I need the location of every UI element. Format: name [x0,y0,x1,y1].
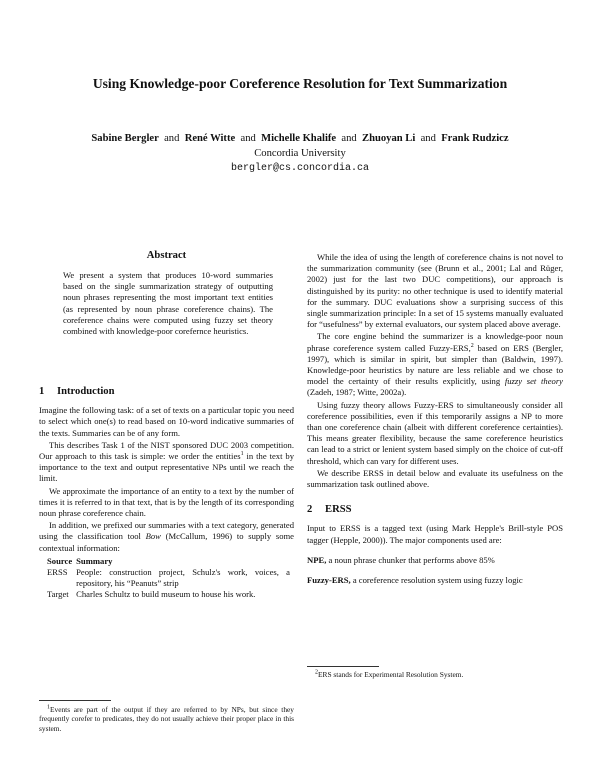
footnote-1: $^1$Events are part of the output if they are referred to by NPs, but since they frequently corefer to predicates, they do not usually achieve their proper place in this system. [39,704,294,733]
table-cell-source: ERSS [47,567,68,578]
paragraph: This describes Task 1 of the NIST sponsored DUC 2003 competition. Our approach to this task is simple: we order the entities$^1$ in the text by importance to the text and output representative NPs until we reach the limit. [39,439,294,484]
section-title: Introduction [57,386,115,397]
author-separator: and [420,133,436,144]
section-heading [39,386,294,397]
example-table [47,556,294,601]
paragraph: Using fuzzy theory allows Fuzzy-ERS to simultaneously consider all coreference possibilities, even if this temporarily assigns a NP to more than one coreference chain (albeit with different coreference certainties). This means greater flexibility, because the same coreference heuristics can lead to a strict or lenient system based simply on the choice of cut-off threshold, which can vary for different uses. [307,399,563,466]
footnote-rule [39,700,111,701]
contact-email: bergler@cs.concordia.ca [230,163,370,174]
abstract-heading: Abstract [146,250,187,261]
table-row [47,589,294,600]
author-list [0,133,600,144]
author-name: Michelle Khalife [261,133,337,144]
table-cell-source: Target [47,589,69,600]
right-column [307,252,563,586]
definition-item: Fuzzy-ERS, a coreference resolution system using fuzzy logic [307,575,523,586]
affiliation: Concordia University [254,148,346,159]
section-title: ERSS [325,504,352,516]
abstract-text: We present a system that produces 10-word summaries based on the single summarization strategy of outputting noun phrases representing the most important text entities (as represented by noun phrase coreference chains). The coreference chains were computed using fuzzy set theory combined with knowledge-poor corefernce heuristics. [63,270,273,337]
footnote-2: $^2$ERS stands for Experimental Resolution System. [315,669,464,679]
table-header-row [47,556,294,567]
paragraph: Imagine the following task: of a set of texts on a particular topic you need to select which one(s) to read based on 10-word indicative summaries of the texts. Summaries can be of any form. [39,405,294,438]
author-name: René Witte [184,133,236,144]
paragraph: We describe ERSS in detail below and evaluate its usefulness on the summarization task outlined above. [307,467,563,490]
section-number: 2 [307,504,313,516]
paragraph: While the idea of using the length of coreference chains is not novel to the summarization community (see (Brunn et al., 2001; Lal and Rüger, 2002) just for the last two DUC competitions), our approach is distinguished by its purity: no other technique is used to identify material for the summary. DUC evaluations show a surprising success of this single summarization principle: In a set of 15 systems manually evaluated for “usefulness” by external evaluators, our system placed above average. [307,252,563,330]
paragraph: We approximate the importance of an entity to a text by the number of times it is referred to in that text, that is by the length of its corresponding noun phrase coreference chain. [39,485,294,519]
table-row [47,567,294,589]
author-name: Frank Rudzicz [441,133,509,144]
footnote-marker: 1 [240,451,244,458]
paragraph: Input to ERSS is a tagged text (using Mark Hepple's Brill-style POS tagger (Hepple, 2000)). The major components used are: [307,523,563,545]
footnote-marker: 1 [47,704,50,711]
section-heading [307,504,563,515]
table-cell-summary: People: construction project, Schulz's work, voices, a repository, his “Peanuts” strip [76,567,290,589]
definition-term: NPE, [307,554,327,565]
paragraph: In addition, we prefixed our summaries with a text category, generated using the classification tool Bow (McCallum, 1996) to supply some contextual information: [39,520,294,553]
definition-term: Fuzzy-ERS, [307,575,351,586]
author-separator: and [240,133,256,144]
paragraph: The core engine behind the summarizer is a knowledge-poor noun phrase coreference system called Fuzzy-ERS,$^2$ based on ERS (Bergler, 1997), which is similar in spirit, but simpler than (Baldwin, 1997). Knowledge-poor heuristics by nature are less reliable and we chose to model the certainty of their results explicitly, using fuzzy set theory (Zadeh, 1987; Witte, 2002a). [307,331,564,398]
footnote-rule [307,666,379,667]
tool-name: Bow [145,531,161,542]
footnote-marker: 2 [470,342,474,349]
footnote-marker: 2 [315,669,318,676]
author-separator: and [341,133,357,144]
paper-title: Using Knowledge-poor Coreference Resolution for Text Summarization [92,76,508,91]
table-header-summary: Summary [76,555,113,566]
section-number: 1 [39,386,45,397]
author-separator: and [164,133,180,144]
table-header-source: Source [47,555,73,566]
table-cell-summary: Charles Schultz to build museum to house his work. [76,589,256,600]
introduction-section [39,386,294,601]
definition-item: NPE, a noun phrase chunker that performs above 85% [307,554,495,565]
emphasis: fuzzy set theory [504,376,563,387]
author-name: Sabine Bergler [91,133,159,144]
author-name: Zhuoyan Li [362,133,416,144]
